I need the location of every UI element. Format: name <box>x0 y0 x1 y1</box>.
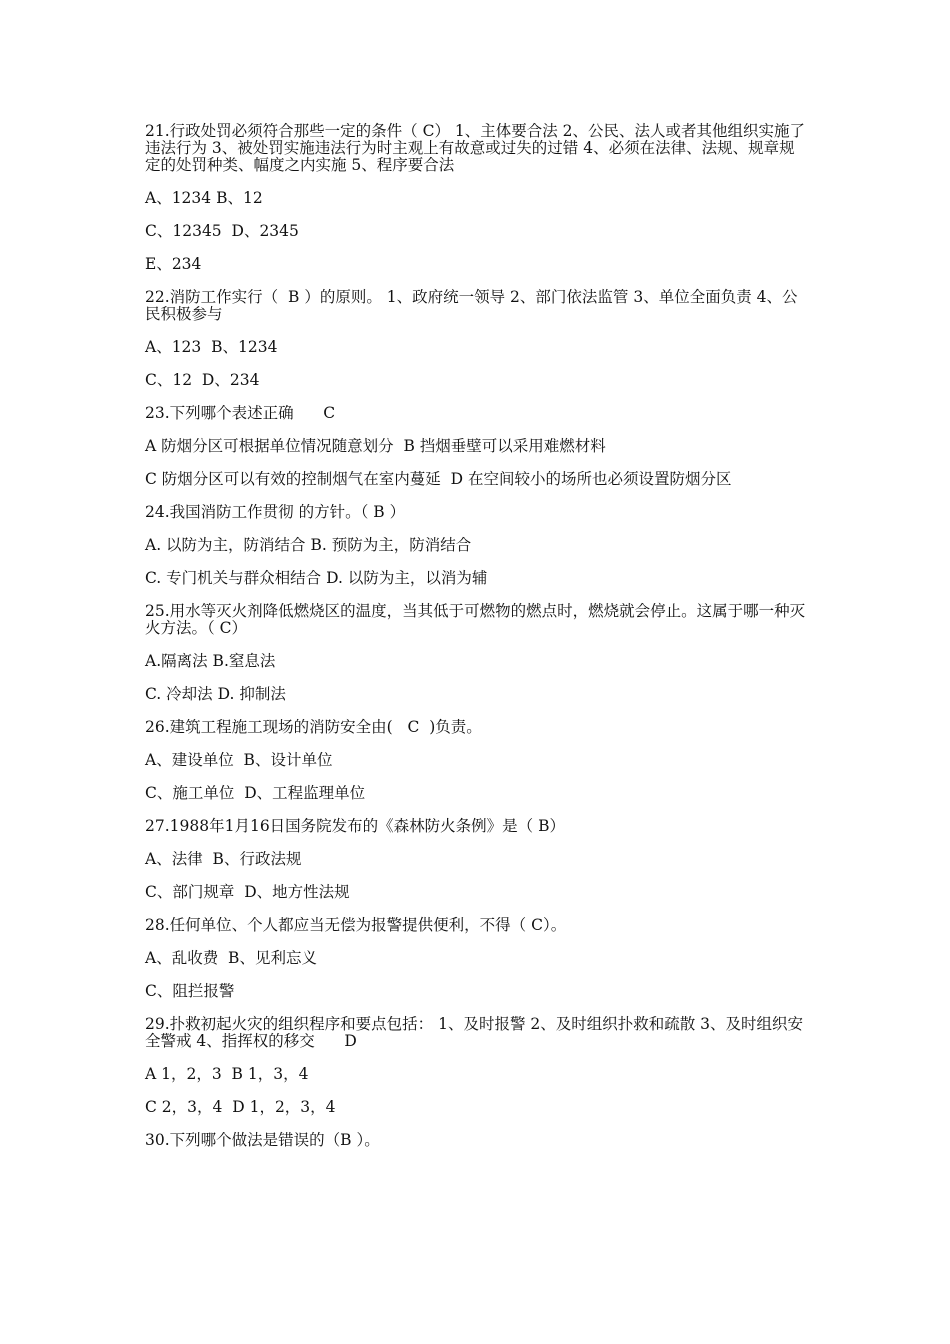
question-29-options-ab: A 1，2，3 B 1，3，4 <box>145 1065 309 1083</box>
question-21-options-cd: C、12345 D、2345 <box>145 222 299 240</box>
question-26-text: 26.建筑工程施工现场的消防安全由( C )负责。 <box>145 718 482 736</box>
question-26-options-cd: C、施工单位 D、工程监理单位 <box>145 784 366 802</box>
question-28-text: 28.任何单位、个人都应当无偿为报警提供便利，不得（ C）。 <box>145 916 567 934</box>
question-27-options-ab: A、法律 B、行政法规 <box>145 850 302 868</box>
question-24-options-ab: A. 以防为主，防消结合 B. 预防为主，防消结合 <box>145 536 472 554</box>
question-21-options-ab: A、1234 B、12 <box>145 189 263 207</box>
question-27-options-cd: C、部门规章 D、地方性法规 <box>145 883 350 901</box>
question-28-option-c: C、阻拦报警 <box>145 982 235 1000</box>
question-22-options-ab: A、123 B、1234 <box>145 338 278 356</box>
question-28-options-ab: A、乱收费 B、见利忘义 <box>145 949 317 967</box>
question-30-text: 30.下列哪个做法是错误的（B ）。 <box>145 1131 380 1149</box>
question-22-options-cd: C、12 D、234 <box>145 371 260 389</box>
question-24-options-cd: C. 专门机关与群众相结合 D. 以防为主，以消为辅 <box>145 569 488 587</box>
question-25-options-ab: A.隔离法 B.窒息法 <box>145 652 276 670</box>
question-29-options-cd: C 2，3，4 D 1，2，3，4 <box>145 1098 336 1116</box>
question-25-text: 25.用水等灭火剂降低燃烧区的温度，当其低于可燃物的燃点时，燃烧就会停止。这属于哪一种灭火方法。（ C） <box>145 602 806 637</box>
question-22-text: 22.消防工作实行（ B ）的原则。 1、政府统一领导 2、部门依法监管 3、单位全面负责 4、公民积极参与 <box>145 288 798 323</box>
question-29-text: 29.扑救初起火灾的组织程序和要点包括： 1、及时报警 2、及时组织扑救和疏散 3、及时组织安全警戒 4、指挥权的移交 D <box>145 1015 804 1050</box>
question-21-text: 21.行政处罚必须符合那些一定的条件（ C） 1、主体要合法 2、公民、法人或者其他组织实施了违法行为 3、被处罚实施违法行为时主观上有故意或过失的过错 4、必须在法律、法规、规章规定的处罚种类、幅度之内实施 5、程序要合法 <box>145 122 806 174</box>
document-body <box>145 123 807 1165</box>
question-27-text: 27.1988年1月16日国务院发布的《森林防火条例》是（ B） <box>145 817 566 835</box>
question-23-options-ab: A 防烟分区可根据单位情况随意划分 B 挡烟垂壁可以采用难燃材料 <box>145 437 606 455</box>
question-24-text: 24.我国消防工作贯彻 的方针。（ B ） <box>145 503 406 521</box>
question-23-options-cd: C 防烟分区可以有效的控制烟气在室内蔓延 D 在空间较小的场所也必须设置防烟分区 <box>145 470 732 488</box>
question-26-options-ab: A、建设单位 B、设计单位 <box>145 751 333 769</box>
question-21-option-e: E、234 <box>145 255 202 273</box>
question-23-text: 23.下列哪个表述正确 C <box>145 404 336 422</box>
question-25-options-cd: C. 冷却法 D. 抑制法 <box>145 685 286 703</box>
